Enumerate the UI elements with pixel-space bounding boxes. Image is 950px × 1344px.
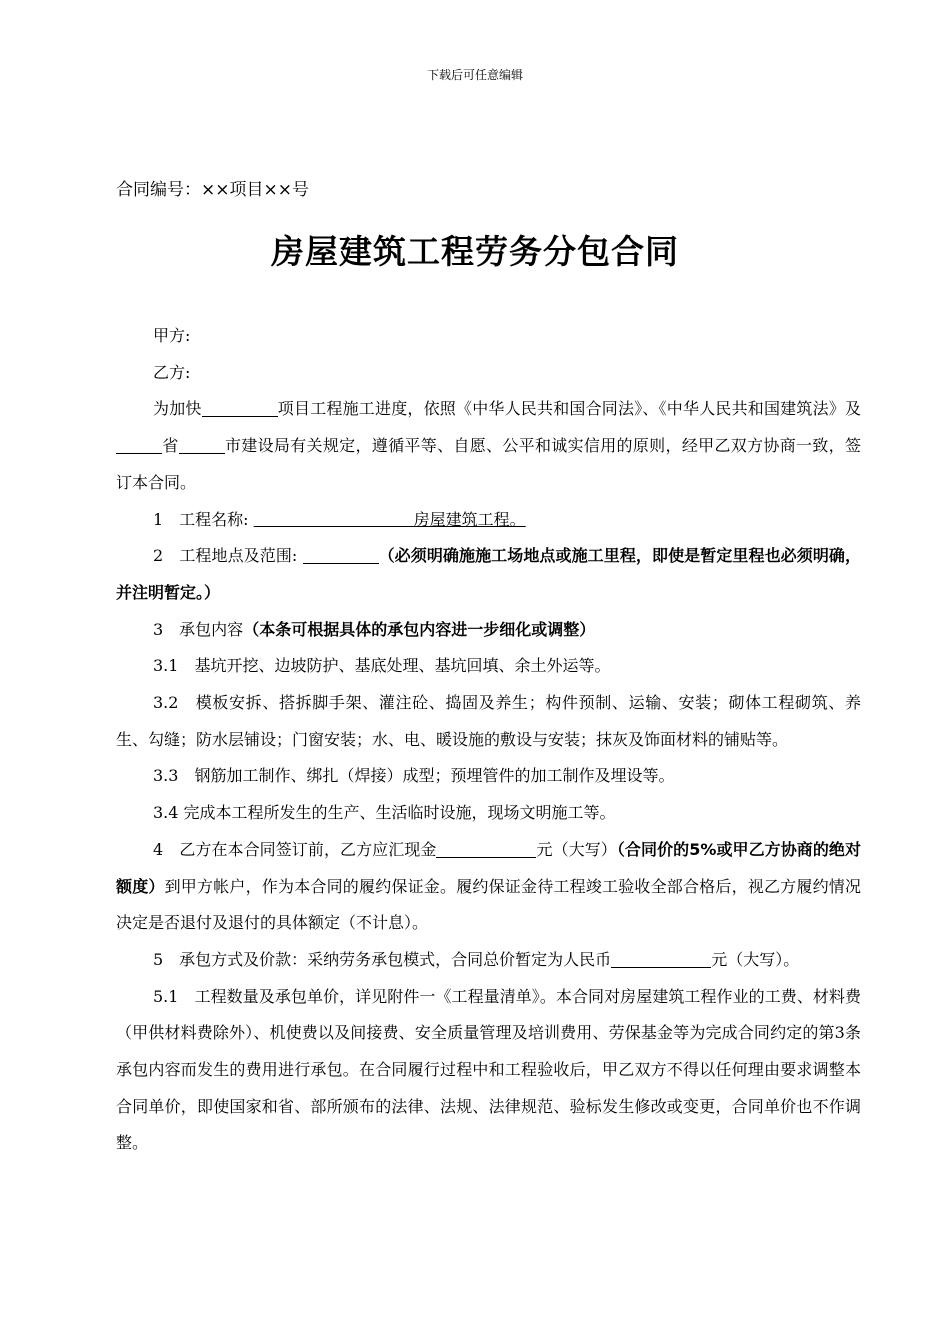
- clause-4-text: 到甲方帐户，作为本合同的履约保证金。履约保证金待工程竣工验收全部合格后，视乙方履约情况决定是否退付及退付的具体额定（不计息）。: [116, 876, 861, 933]
- clause-4-note: （合同价的5%或甲乙方协商的绝对额度）: [116, 839, 861, 896]
- preamble-text: 项目工程施工进度，依照《中华人民共和国合同法》、《中华人民共和国建筑法》及: [277, 399, 861, 419]
- clause-2-note: （必须明确施施工场地点或施工里程，即使是暂定里程也必须明确，并注明暂定。）: [116, 546, 861, 602]
- clause-3: [116, 612, 861, 649]
- clause-4: [116, 832, 861, 942]
- clause-3-3: 3.3 钢筋加工制作、绑扎（焊接）成型；预埋管件的加工制作及埋设等。: [153, 766, 675, 786]
- site-blank: [303, 546, 379, 564]
- header-note: 下载后可任意编辑: [426, 68, 523, 82]
- clause-2-label: 2 工程地点及范围:: [153, 546, 303, 566]
- clause-3-2: 3.2 模板安拆、搭拆脚手架、灌注砼、捣固及养生；构件预制、运输、安装；砌体工程砌筑、养生、勾缝；防水层铺设；门窗安装；水、电、暖设施的敷设与安装；抹灰及饰面材料的铺贴等。: [116, 693, 861, 749]
- party-a-line: 甲方:: [153, 326, 191, 345]
- clause-5-1: 5.1 工程数量及承包单价，详见附件一《工程量清单》。本合同对房屋建筑工程作业的工费、材料费（甲供材料费除外）、机使费以及间接费、安全质量管理及培训费用、劳保基金等为完成合同约定的第3条承包内容而发生的费用进行承包。在合同履行过程中和工程验收后，甲乙双方不得以任何理由要求调整本合同单价，即使国家和省、部所颁布的法律、法规、法律规范、验标发生修改或变更，合同单价也不作调整。: [116, 986, 861, 1153]
- project-name-blank: [202, 400, 278, 418]
- clause-4-text: 4 乙方在本合同签订前，乙方应汇现金: [153, 839, 437, 859]
- party-b-line: 乙方:: [153, 362, 191, 382]
- total-price-blank: [611, 950, 711, 968]
- contract-number: 合同编号：××项目××号: [116, 180, 309, 200]
- clause-3-note: （本条可根据具体的承包内容进一步细化或调整）: [243, 619, 596, 639]
- document-title: 房屋建筑工程劳务分包合同: [271, 232, 679, 271]
- clause-5-text: 元（大写）。: [711, 949, 800, 969]
- clause-1-value: 房屋建筑工程。: [253, 509, 526, 529]
- clause-5: [116, 942, 861, 979]
- preamble-text: 为加快: [153, 399, 202, 419]
- clause-3-label: 3 承包内容: [153, 619, 244, 639]
- clause-5-text: 5 承包方式及价款：采纳劳务承包模式，合同总价暂定为人民币: [153, 949, 612, 969]
- city-blank: [179, 436, 225, 454]
- clause-3-4: 3.4 完成本工程所发生的生产、生活临时设施，现场文明施工等。: [153, 803, 616, 823]
- clause-2: [116, 538, 861, 611]
- province-blank: [116, 436, 162, 454]
- preamble-text: 省: [162, 436, 179, 456]
- clause-1: [116, 502, 861, 539]
- preamble-paragraph: [116, 391, 861, 501]
- clause-1-label: 1 工程名称:: [153, 509, 254, 529]
- deposit-amount-blank: [436, 840, 536, 858]
- contract-body: [116, 318, 861, 1162]
- clause-3-1: 3.1 基坑开挖、边坡防护、基底处理、基坑回填、余土外运等。: [153, 656, 611, 676]
- preamble-text: 市建设局有关规定，遵循平等、自愿、公平和诚实信用的原则，经甲乙双方协商一致，签订本合同。: [116, 436, 861, 492]
- clause-4-text: 元（大写）: [536, 839, 617, 859]
